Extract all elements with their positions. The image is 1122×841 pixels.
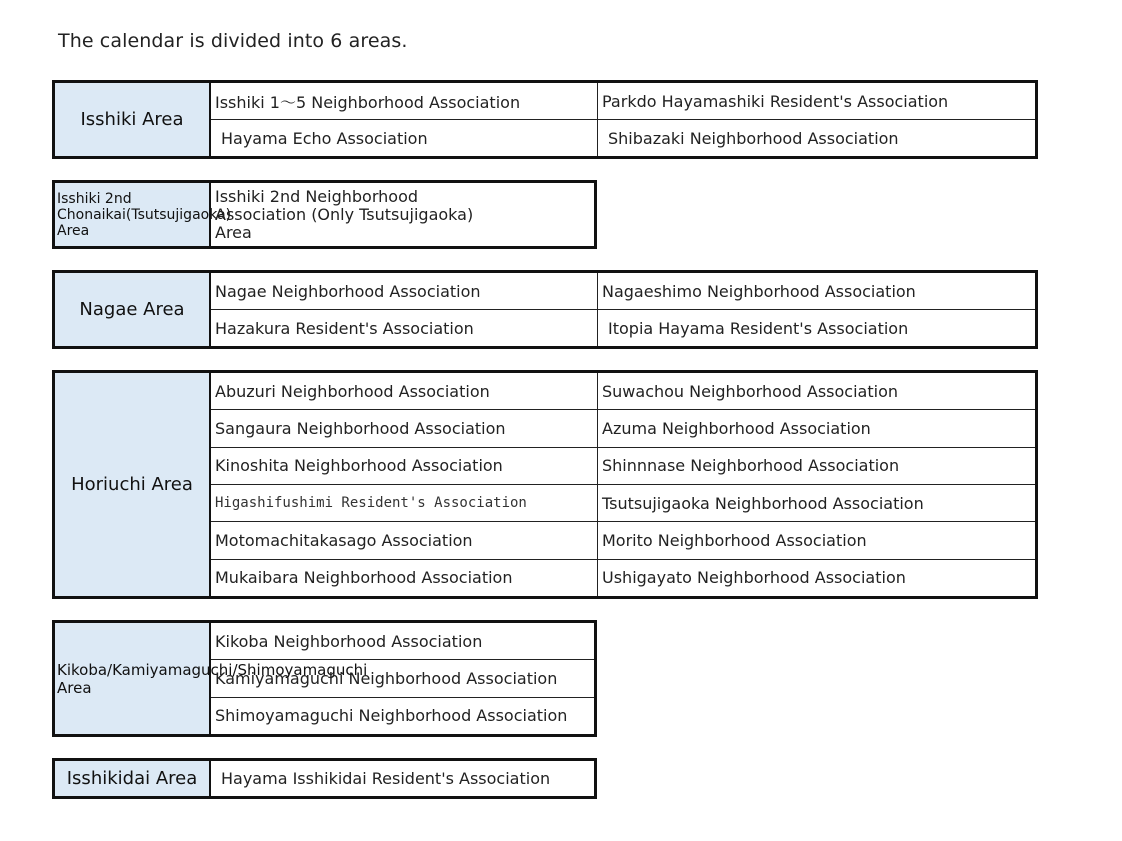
table-row — [211, 273, 1035, 310]
intro-text: The calendar is divided into 6 areas. — [58, 30, 408, 52]
table-row — [211, 373, 1035, 410]
association-cell: Itopia Hayama Resident's Association — [608, 318, 909, 338]
area-label-isshiki: Isshiki Area — [55, 83, 211, 156]
association-grid — [211, 83, 1035, 156]
table-row — [211, 761, 594, 796]
area-nagae — [52, 270, 1038, 349]
association-cell: Kikoba Neighborhood Association — [215, 631, 483, 651]
association-cell: Isshiki 1～5 Neighborhood Association — [211, 83, 598, 119]
area-isshiki — [52, 80, 1038, 159]
table-row — [211, 698, 594, 734]
table-row — [211, 485, 1035, 522]
association-cell: Isshiki 2nd Neighborhood Association (Only Tsutsujigaoka) Area — [215, 186, 474, 242]
area-label-kikoba: Kikoba/Kamiyamaguchi/Shimoyamaguchi Area — [55, 623, 211, 734]
association-cell: Hazakura Resident's Association — [211, 310, 598, 346]
association-cell: Tsutsujigaoka Neighborhood Association — [602, 493, 924, 513]
association-cell: Nagaeshimo Neighborhood Association — [602, 281, 916, 301]
association-cell: Abuzuri Neighborhood Association — [211, 373, 598, 409]
association-grid — [211, 183, 594, 246]
table-row — [211, 660, 594, 697]
association-cell: Morito Neighborhood Association — [602, 530, 867, 550]
association-cell: Hayama Isshikidai Resident's Association — [221, 769, 551, 788]
association-cell: Shimoyamaguchi Neighborhood Association — [215, 706, 568, 726]
table-row — [211, 623, 594, 660]
association-cell: Kinoshita Neighborhood Association — [211, 448, 598, 484]
table-row — [211, 522, 1035, 559]
area-label-isshiki-2nd: Isshiki 2nd Chonaikai(Tsutsujigaoka) Area — [55, 183, 211, 246]
association-grid — [211, 373, 1035, 596]
association-cell: Mukaibara Neighborhood Association — [211, 560, 598, 596]
area-isshikidai — [52, 758, 597, 799]
association-grid — [211, 623, 594, 734]
table-row — [211, 120, 1035, 156]
area-label-nagae: Nagae Area — [55, 273, 211, 346]
table-row — [211, 560, 1035, 596]
table-row — [211, 448, 1035, 485]
area-kikoba — [52, 620, 597, 737]
association-cell: Higashifushimi Resident's Association — [211, 485, 598, 521]
area-label-horiuchi: Horiuchi Area — [55, 373, 211, 596]
area-label-isshikidai: Isshikidai Area — [55, 761, 211, 796]
area-isshiki-2nd — [52, 180, 597, 249]
association-cell: Parkdo Hayamashiki Resident's Association — [602, 91, 949, 111]
association-cell: Hayama Echo Association — [211, 120, 598, 156]
table-row — [211, 310, 1035, 346]
association-grid — [211, 761, 594, 796]
association-cell: Ushigayato Neighborhood Association — [602, 568, 906, 588]
table-row — [211, 410, 1035, 447]
table-row — [211, 83, 1035, 120]
table-row — [211, 183, 594, 246]
association-cell: Motomachitakasago Association — [211, 522, 598, 558]
association-grid — [211, 273, 1035, 346]
association-cell: Kamiyamaguchi Neighborhood Association — [215, 668, 558, 688]
association-cell: Suwachou Neighborhood Association — [602, 381, 898, 401]
association-cell: Shinnnase Neighborhood Association — [602, 456, 900, 476]
association-cell: Azuma Neighborhood Association — [602, 418, 871, 438]
association-cell: Nagae Neighborhood Association — [211, 273, 598, 309]
association-cell: Sangaura Neighborhood Association — [211, 410, 598, 446]
association-cell: Shibazaki Neighborhood Association — [608, 128, 899, 148]
area-horiuchi — [52, 370, 1038, 599]
